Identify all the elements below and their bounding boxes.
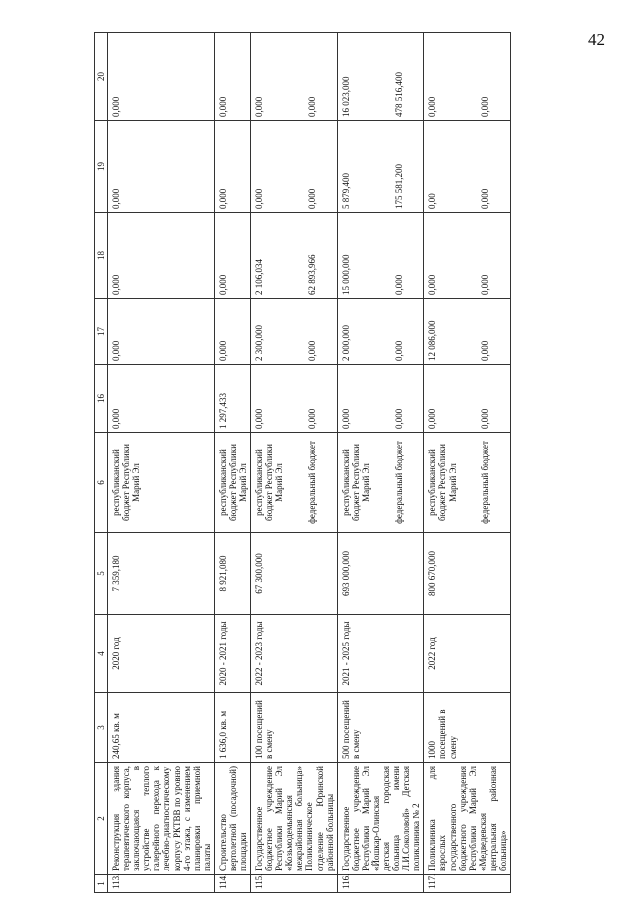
amount-col-17: 2 300,000 [251,299,305,365]
estimated-cost: 693 000,000 [337,533,424,615]
column-header: 18 [95,213,108,299]
amount-col-18: 0,000 [424,213,478,299]
estimated-cost: 7 359,180 [108,533,215,615]
object-capacity: 240,65 кв. м [108,693,215,763]
funding-source: республиканский бюджет Республики Марий Эл [424,433,478,533]
row-number: 113. [108,875,215,893]
amount-col-20: 0,000 [214,33,250,121]
funding-source: федеральный бюджет [391,433,424,533]
amount-col-18: 0,000 [477,213,510,299]
column-header: 2 [95,763,108,875]
amount-col-17: 2 000,000 [337,299,391,365]
column-header: 20 [95,33,108,121]
amount-col-18: 2 106,034 [251,213,305,299]
amount-col-19: 0,000 [251,121,305,213]
object-name: Поликлиника для взрослых государственного бюджетного учреждения Республики Марий Эл «Медведевская центральная районная больница» [424,763,511,875]
amount-col-17: 0,000 [108,299,215,365]
row-number: 114. [214,875,250,893]
construction-period: 2022 - 2023 годы [251,615,338,693]
object-name: Реконструкция здания терапевтического корпуса, заключающаяся в устройстве теплого галерейного перехода к лечебно-диагностическому корпусу РКТВВ по уровню 4-го этажа, с изменением планировки приемной палаты [108,763,215,875]
amount-col-18: 0,000 [108,213,215,299]
amount-col-20: 478 516,400 [391,33,424,121]
construction-period: 2020 год [108,615,215,693]
amount-col-16: 0,000 [337,365,391,433]
amount-col-19: 0,000 [108,121,215,213]
amount-col-17: 0,000 [304,299,337,365]
amount-col-16: 0,000 [304,365,337,433]
construction-period: 2022 год [424,615,511,693]
amount-col-20: 0,000 [304,33,337,121]
funding-source: республиканский бюджет Республики Марий Эл [337,433,391,533]
amount-col-19: 175 581,200 [391,121,424,213]
amount-col-19: 5 879,400 [337,121,391,213]
funding-source: федеральный бюджет [477,433,510,533]
column-header: 5 [95,533,108,615]
page-number: 42 [588,30,605,49]
amount-col-18: 15 000,000 [337,213,391,299]
amount-col-16: 0,000 [251,365,305,433]
row-number: 115. [251,875,338,893]
object-capacity: 500 посещений в смену [337,693,424,763]
object-capacity: 100 посещений в смену [251,693,338,763]
amount-col-17: 0,000 [477,299,510,365]
rotated-page-content [94,33,634,893]
amount-col-16: 0,000 [477,365,510,433]
object-capacity: 1 636,0 кв. м [214,693,250,763]
capital-construction-table [94,32,511,893]
table-row [108,33,215,893]
amount-col-16: 0,000 [424,365,478,433]
object-name: Государственное бюджетное учреждение Республики Марий Эл «Козьмодемьянская межрайонная больница» Поликлиническое отделение Юринской районной больницы [251,763,338,875]
amount-col-18: 62 893,966 [304,213,337,299]
estimated-cost: 67 300,000 [251,533,338,615]
column-header: 4 [95,615,108,693]
amount-col-20: 0,000 [108,33,215,121]
table-row [337,33,391,893]
column-header: 3 [95,693,108,763]
table-row [251,33,305,893]
column-header: 1 [95,875,108,893]
amount-col-17: 0,000 [391,299,424,365]
amount-col-19: 0,00 [424,121,478,213]
funding-source: республиканский бюджет Республики Марий Эл [108,433,215,533]
amount-col-18: 0,000 [214,213,250,299]
column-header: 19 [95,121,108,213]
construction-period: 2021 - 2025 годы [337,615,424,693]
amount-col-16: 0,000 [108,365,215,433]
object-name: Государственное бюджетное учреждение Республики Марий Эл «Йошкар-Олинская детская городская больница имени Л.И.Соколовой» Детская поликлиника № 2 [337,763,424,875]
construction-period: 2020 - 2021 годы [214,615,250,693]
funding-source: республиканский бюджет Республики Марий Эл [214,433,250,533]
table-row [424,33,478,893]
amount-col-17: 12 086,000 [424,299,478,365]
column-header: 6 [95,433,108,533]
amount-col-16: 1 297,433 [214,365,250,433]
amount-col-20: 0,000 [477,33,510,121]
estimated-cost: 8 921,080 [214,533,250,615]
amount-col-17: 0,000 [214,299,250,365]
amount-col-20: 16 023,000 [337,33,391,121]
amount-col-20: 0,000 [424,33,478,121]
object-name: Строительство вертолетной (посадочной) площадки [214,763,250,875]
table-row [214,33,250,893]
funding-source: федеральный бюджет [304,433,337,533]
funding-source: республиканский бюджет Республики Марий Эл [251,433,305,533]
amount-col-18: 0,000 [391,213,424,299]
column-header: 16 [95,365,108,433]
object-capacity: 1000 посещений в смену [424,693,511,763]
estimated-cost: 800 670,000 [424,533,511,615]
column-number-header-row [95,33,108,893]
amount-col-19: 0,000 [214,121,250,213]
amount-col-19: 0,000 [477,121,510,213]
amount-col-20: 0,000 [251,33,305,121]
row-number: 116. [337,875,424,893]
row-number: 117. [424,875,511,893]
amount-col-19: 0,000 [304,121,337,213]
amount-col-16: 0,000 [391,365,424,433]
column-header: 17 [95,299,108,365]
